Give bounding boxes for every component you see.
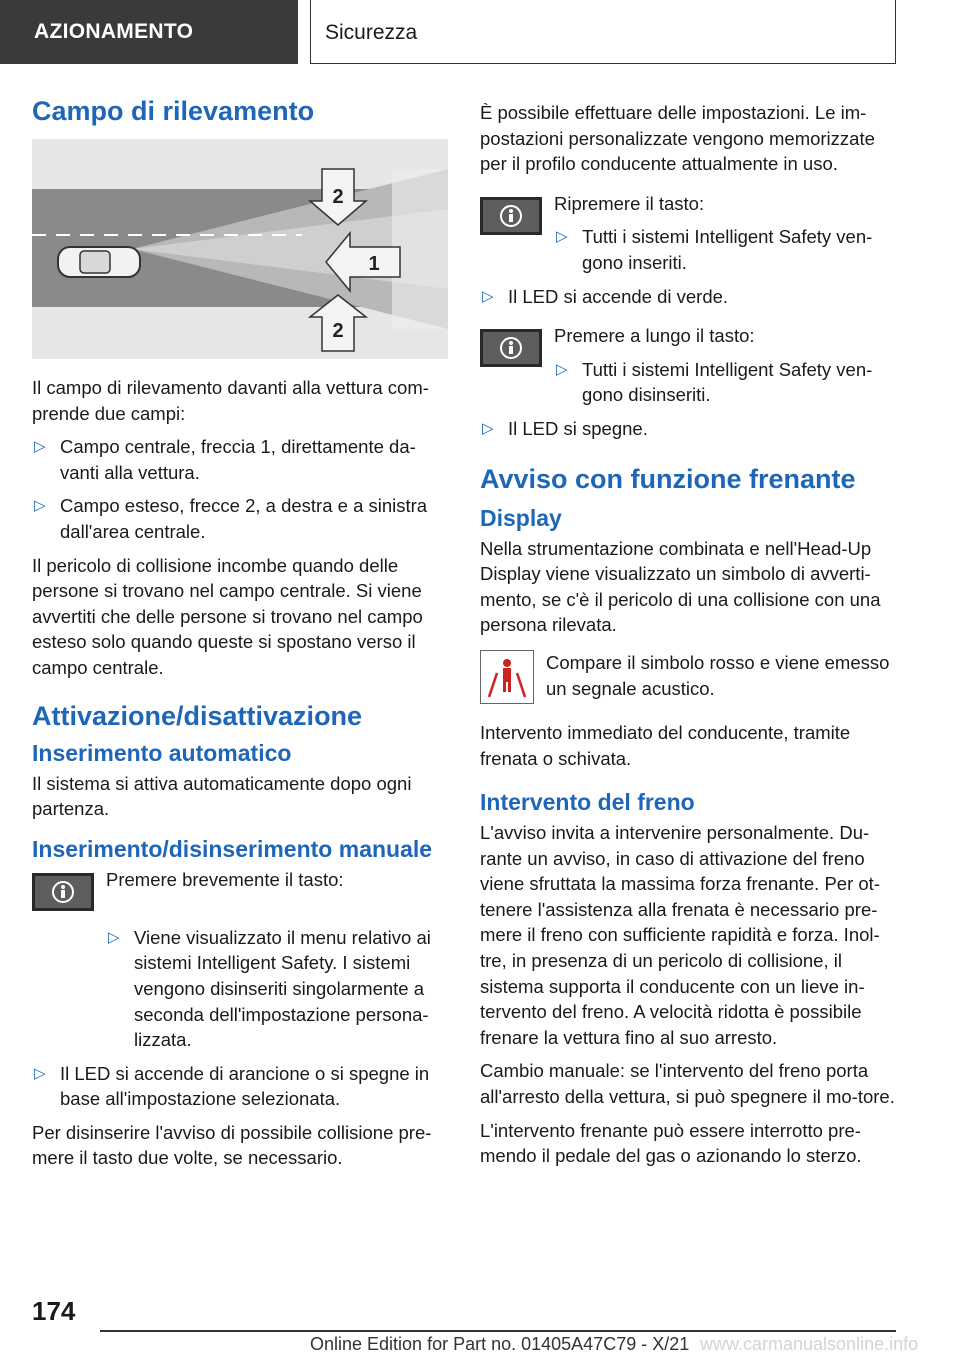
press-long-row bbox=[480, 323, 898, 408]
intervention-text: Intervento immediato del conducente, tramite frenata o schivata. bbox=[480, 721, 851, 769]
list-item: ▷ Il LED si accende di arancione o si spegne in base all'impostazione selezionata. bbox=[34, 1062, 430, 1110]
safety-button-icon bbox=[480, 197, 542, 235]
manual-gear-text: Cambio manuale: se l'intervento del freno porta all'arresto della vettura, si può spegnere il mo-tore. bbox=[480, 1060, 895, 1108]
right-column bbox=[480, 100, 898, 1177]
chapter-title: Sicurezza bbox=[310, 0, 896, 64]
list-item: ▷ Il LED si accende di verde. bbox=[480, 284, 898, 310]
figure-label-1: 1 bbox=[368, 253, 380, 275]
list-item: ▷ Il LED si spegne. bbox=[480, 416, 898, 442]
interrupt-text: L'intervento frenante può essere interrotto pre-mendo il pedale del gas o azionando lo sterzo. bbox=[480, 1119, 862, 1167]
heading-detection-area: Campo di rilevamento bbox=[32, 96, 315, 126]
heading-activation: Attivazione/disattivazione bbox=[32, 700, 363, 731]
heading-display: Display bbox=[480, 504, 562, 531]
press-again-row bbox=[480, 191, 898, 276]
pedestrian-warning-icon bbox=[480, 650, 534, 704]
heading-manual: Inserimento/disinserimento manuale bbox=[32, 835, 433, 862]
press-short-text: Premere brevemente il tasto: bbox=[106, 868, 344, 890]
figure-label-2-bottom: 2 bbox=[332, 320, 344, 342]
list-item: ▷ Campo esteso, frecce 2, a destra e a sinistra dall'area centrale. bbox=[34, 495, 428, 542]
collision-text: Il pericolo di collisione incombe quando delle persone si trovano nel campo centrale. Si viene avvertiti che delle persone si trovano nel campo esteso solo quando queste si spostano verso il campo centrale. bbox=[32, 554, 423, 678]
page-number: 174 bbox=[32, 1296, 76, 1326]
heading-auto: Inserimento automatico bbox=[32, 739, 292, 766]
list-item: ▷ Tutti i sistemi Intelligent Safety ven-gono disinseriti. bbox=[556, 358, 873, 406]
figure-label-2-top: 2 bbox=[332, 186, 344, 208]
intro-text: Il campo di rilevamento davanti alla vettura com-prende due campi: bbox=[32, 377, 429, 424]
red-symbol-row bbox=[480, 650, 898, 708]
triangle-bullet-icon: ▷ bbox=[482, 419, 494, 437]
safety-button-icon bbox=[32, 873, 94, 911]
press-again-text: Ripremere il tasto: bbox=[554, 192, 705, 214]
heading-warning: Avviso con funzione frenante bbox=[480, 463, 856, 494]
disable-text: Per disinserire l'avviso di possibile collisione pre-mere il tasto due volte, se necessario. bbox=[32, 1121, 432, 1169]
triangle-bullet-icon: ▷ bbox=[34, 497, 46, 515]
press-short-row bbox=[32, 867, 450, 919]
triangle-bullet-icon: ▷ bbox=[34, 1064, 46, 1082]
list-item: ▷ Tutti i sistemi Intelligent Safety ven-gono inseriti. bbox=[556, 226, 873, 273]
section-tab: AZIONAMENTO bbox=[0, 0, 298, 64]
brake-text: L'avviso invita a intervenire personalmente. Du-rante un avviso, in caso di attivazione del freno viene sfruttata la massima forza frenante. Per ot-tenere l'assistenza alla frenata è necessario pre-mere il freno con sufficiente rapidità e forza. Inol-tre, in presenza di un pericolo di collisione, il sistema supporta il conducente con un lieve in-tervento del freno. A velocità ridotta è possibile frenare la vettura fino al suo arresto. bbox=[480, 822, 880, 1048]
settings-text: È possibile effettuare delle impostazioni. Le im-postazioni personalizzate vengono memorizzate per il profilo conducente attualmente in uso. bbox=[480, 102, 875, 175]
red-symbol-text: Compare il simbolo rosso e viene emesso un segnale acustico. bbox=[546, 651, 890, 699]
list-item: ▷ Campo centrale, freccia 1, direttamente da-vanti alla vettura. bbox=[34, 436, 416, 483]
detection-area-figure bbox=[32, 139, 448, 359]
edition-text: Online Edition for Part no. 01405A47C79 - X/21 bbox=[310, 1334, 690, 1354]
triangle-bullet-icon: ▷ bbox=[556, 360, 568, 378]
left-column bbox=[32, 96, 450, 1179]
triangle-bullet-icon: ▷ bbox=[556, 228, 568, 246]
auto-text: Il sistema si attiva automaticamente dopo ogni partenza. bbox=[32, 772, 412, 820]
display-text: Nella strumentazione combinata e nell'Head-Up Display viene visualizzato un simbolo di avverti-mento, se c'è il pericolo di una collisione con una persona rilevata. bbox=[480, 537, 881, 636]
triangle-bullet-icon: ▷ bbox=[482, 287, 494, 305]
footer-divider bbox=[100, 1330, 896, 1332]
triangle-bullet-icon: ▷ bbox=[34, 438, 46, 456]
safety-button-icon bbox=[480, 329, 542, 367]
press-long-text: Premere a lungo il tasto: bbox=[554, 325, 755, 347]
heading-brake: Intervento del freno bbox=[480, 789, 695, 816]
list-item: ▷ Viene visualizzato il menu relativo ai sistemi Intelligent Safety. I sistemi vengono disinseriti singolarmente a seconda dell'impostazione persona-lizzata. bbox=[108, 926, 431, 1051]
triangle-bullet-icon: ▷ bbox=[108, 928, 120, 946]
watermark: www.carmanualsonline.info bbox=[700, 1334, 919, 1354]
